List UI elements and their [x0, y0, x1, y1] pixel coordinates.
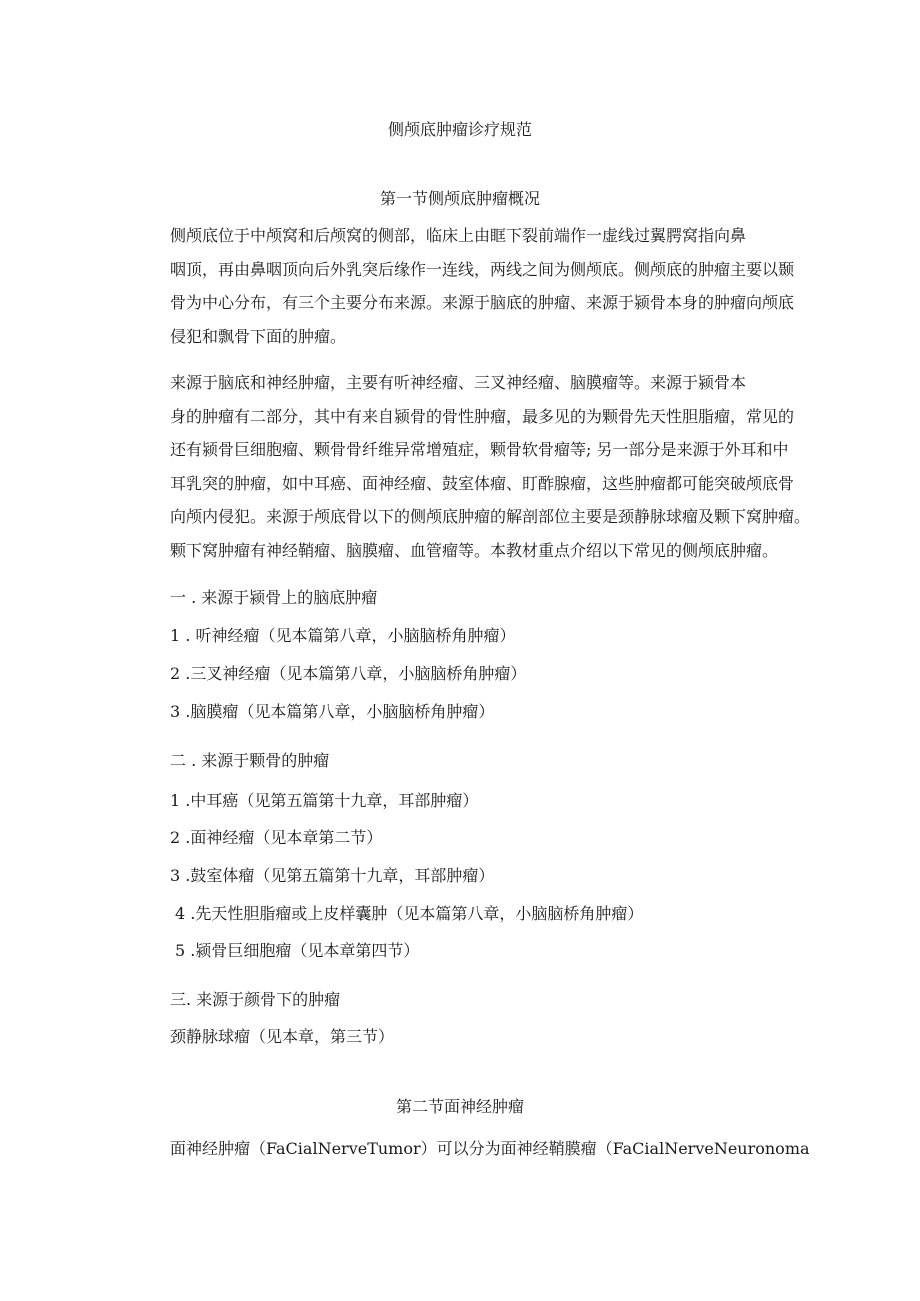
- section-1-paragraph-1: [170, 219, 795, 353]
- section-2-paragraph-1: 面神经肿瘤（FaCialNerveTumor）可以分为面神经鞘膜瘤（FaCialNerveNeuronoma: [170, 1139, 810, 1158]
- group-1-heading: 一 . 来源于颍骨上的脑底肿瘤: [170, 588, 378, 607]
- list-item: 1 . 听神经瘤（见本篇第八章，小脑脑桥角肿瘤）: [170, 626, 516, 645]
- list-item: 2 .三叉神经瘤（见本篇第八章，小脑脑桥角肿瘤）: [170, 664, 527, 683]
- list-item: 5 .颍骨巨细胞瘤（见本章第四节）: [175, 941, 420, 960]
- text-line: 咽顶，再由鼻咽顶向后外乳突后缘作一连线，两线之间为侧颅底。侧颅底的肿瘤主要以颞: [170, 259, 795, 279]
- list-item: 4 .先天性胆脂瘤或上皮样囊肿（见本篇第八章，小脑脑桥角肿瘤）: [175, 904, 644, 923]
- section-1-paragraph-2: [170, 366, 811, 567]
- document-title: 侧颅底肿瘤诊疗规范: [387, 120, 532, 139]
- text-line: 身的肿瘤有二部分，其中有来自颍骨的骨性肿瘤，最多见的为颗骨先天性胆脂瘤，常见的: [170, 406, 795, 426]
- list-item: 1 .中耳癌（见第五篇第十九章，耳部肿瘤）: [170, 791, 479, 810]
- text-line: 耳乳突的肿瘤，如中耳癌、面神经瘤、鼓室体瘤、盯酢腺瘤，这些肿瘤都可能突破颅底骨: [170, 473, 795, 493]
- text-line: 颗下窝肿瘤有神经鞘瘤、脑膜瘤、血管瘤等。本教材重点介绍以下常见的侧颅底肿瘤。: [170, 540, 779, 560]
- list-item: 3 .脑膜瘤（见本篇第八章，小脑脑桥角肿瘤）: [170, 702, 495, 721]
- text-line: 骨为中心分布，有三个主要分布来源。来源于脑底的肿瘤、来源于颍骨本身的肿瘤向颅底: [170, 293, 795, 312]
- group-2-heading: 二 . 来源于颗骨的肿瘤: [170, 751, 330, 770]
- text-line: 侧颅底位于中颅窝和后颅窝的侧部，临床上由眶下裂前端作一虚线过翼腭窝指向鼻: [170, 226, 747, 245]
- text-line: 还有颍骨巨细胞瘤、颗骨骨纤维异常增殖症，颗骨软骨瘤等; 另一部分是来源于外耳和中: [170, 440, 789, 459]
- text-line: 来源于脑底和神经肿瘤，主要有听神经瘤、三叉神经瘤、脑膜瘤等。来源于颍骨本: [170, 373, 747, 392]
- text-line: 向颅内侵犯。来源于颅底骨以下的侧颅底肿瘤的解剖部位主要是颈静脉球瘤及颗下窝肿瘤。: [170, 507, 811, 526]
- list-item: 2 .面神经瘤（见本章第二节）: [170, 828, 383, 847]
- section-2-heading: 第二节面神经肿瘤: [395, 1097, 524, 1116]
- group-3-heading: 三. 来源于颜骨下的肿瘤: [170, 990, 341, 1009]
- list-item: 3 .鼓室体瘤（见第五篇第十九章，耳部肿瘤）: [170, 866, 495, 885]
- text-line: 侵犯和飘骨下面的肿瘤。: [170, 326, 347, 346]
- list-item: 颈静脉球瘤（见本章，第三节）: [170, 1027, 395, 1046]
- section-1-heading: 第一节侧颅底肿瘤概况: [379, 189, 540, 208]
